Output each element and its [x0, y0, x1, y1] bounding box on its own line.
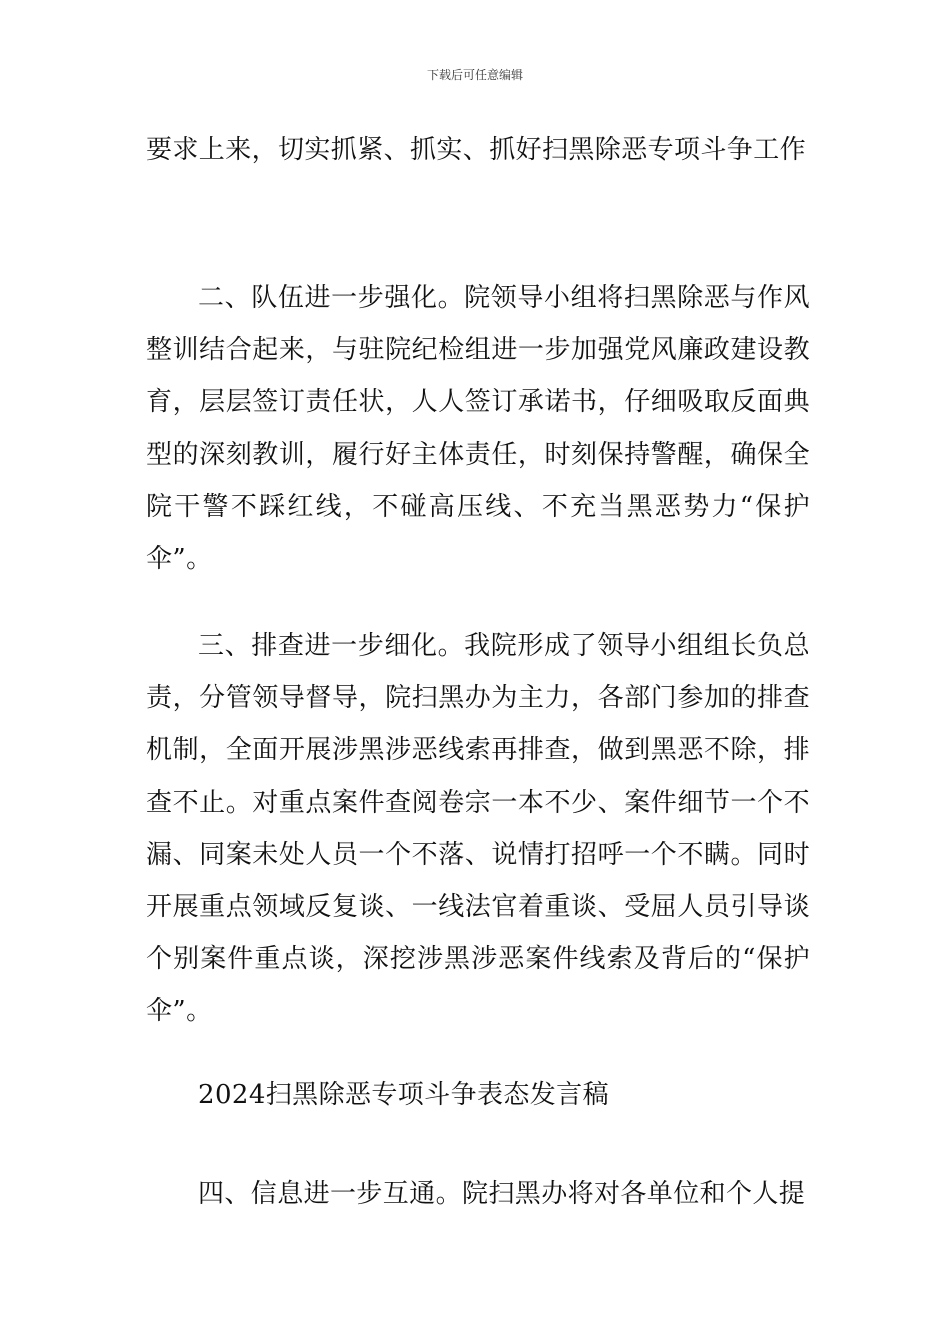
paragraph-section-3: 三、排查进一步细化。我院形成了领导小组组长负总责，分管领导督导，院扫黑办为主力，各部门参加的排查机制，全面开展涉黑涉恶线索再排查，做到黑恶不除，排查不止。对重点案件查阅卷宗一本不少、案件细节一个不漏、同案未处人员一个不落、说情打招呼一个不瞒。同时开展重点领域反复谈、一线法官着重谈、受屈人员引导谈个别案件重点谈，深挖涉黑涉恶案件线索及背后的“保护伞”。 — [146, 631, 810, 1027]
paragraph-continuation: 要求上来，切实抓紧、抓实、抓好扫黑除恶专项斗争工作 — [146, 135, 807, 165]
document-title-line: 2024扫黑除恶专项斗争表态发言稿 — [198, 1080, 609, 1110]
paragraph-section-2: 二、队伍进一步强化。院领导小组将扫黑除恶与作风整训结合起来，与驻院纪检组进一步加强党风廉政建设教育，层层签订责任状，人人签订承诺书，仔细吸取反面典型的深刻教训，履行好主体责任，时刻保持警醒，确保全院干警不踩红线，不碰高压线、不充当黑恶势力“保护伞”。 — [146, 283, 810, 575]
header-note: 下载后可任意编辑 — [426, 68, 523, 82]
paragraph-section-4: 四、信息进一步互通。院扫黑办将对各单位和个人提 — [198, 1179, 806, 1209]
